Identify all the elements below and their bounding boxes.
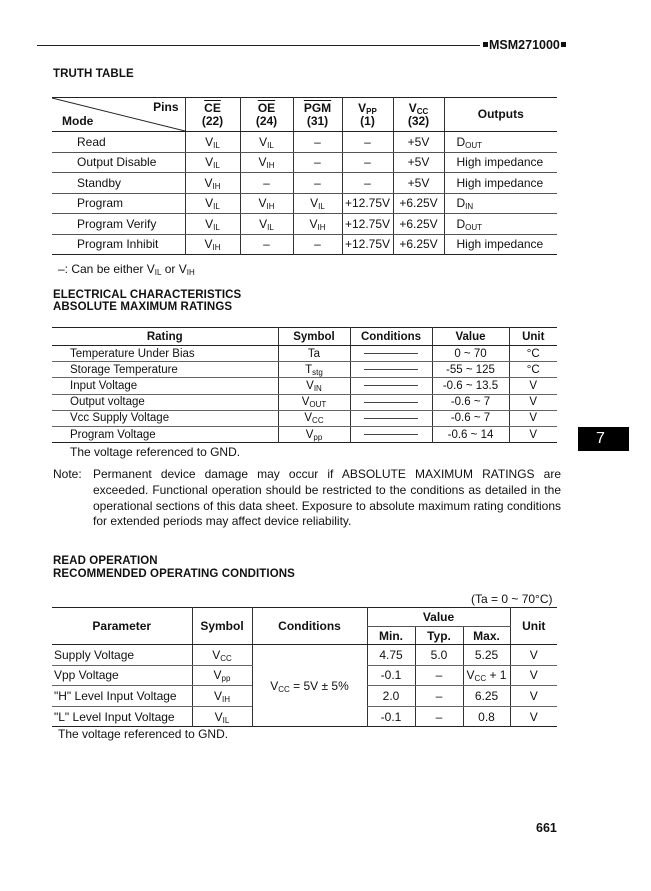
no-conditions-line	[364, 369, 418, 370]
symbol-subscript: IL	[222, 715, 230, 725]
mode-cell: Output Disable	[52, 152, 185, 173]
vpp-cell: +12.75V	[342, 214, 393, 235]
max-cell	[463, 665, 510, 686]
max-cell	[463, 686, 510, 707]
rating-cell: Output voltage	[52, 394, 278, 410]
max-cell	[463, 706, 510, 727]
pins-label: Pins	[153, 100, 179, 114]
conditions-cell	[252, 645, 367, 727]
ambient-temperature-note: (Ta = 0 ~ 70°C)	[471, 592, 553, 606]
vcc-cell: +5V	[393, 173, 444, 194]
symbol-cell	[278, 394, 350, 410]
ce-cell: $V_{IH}$	[185, 234, 240, 255]
col-header-parameter: Parameter	[52, 608, 192, 645]
truth-table-row	[52, 152, 557, 173]
col-header-conditions: Conditions	[252, 608, 367, 645]
pgm-cell: –	[293, 173, 342, 194]
symbol-text: Ta	[307, 347, 321, 360]
symbol-text: T	[305, 363, 313, 376]
ce-cell: $V_{IH}$	[185, 173, 240, 194]
conditions-cell	[350, 394, 432, 410]
rating-cell: Vcc Supply Voltage	[52, 410, 278, 426]
value-cell: -55 ~ 125	[432, 362, 509, 378]
output-cell: $D_{OUT}$	[444, 214, 557, 235]
symbol-cell	[192, 645, 252, 666]
truth-table-row	[52, 234, 557, 255]
pgm-cell: –	[293, 234, 342, 255]
roc-header-row-1	[52, 608, 557, 627]
vpp-cell: +12.75V	[342, 193, 393, 214]
oe-cell: $V_{IH}$	[240, 152, 293, 173]
rating-cell: Input Voltage	[52, 378, 278, 394]
symbol-subscript: pp	[221, 674, 231, 684]
symbol-text: V	[306, 379, 314, 392]
amr-row	[52, 426, 557, 442]
symbol-cell	[278, 410, 350, 426]
truth-table-row	[52, 214, 557, 235]
col-header-symbol: Symbol	[278, 328, 350, 346]
pgm-cell: –	[293, 152, 342, 173]
no-conditions-line	[364, 402, 418, 403]
parameter-cell: Supply Voltage	[52, 645, 192, 666]
symbol-text: V	[212, 647, 221, 662]
unit-cell: V	[510, 686, 557, 707]
col-header-value: Value	[432, 328, 509, 346]
unit-cell: °C	[509, 346, 557, 362]
amr-row	[52, 346, 557, 362]
oe-cell: $V_{IL}$	[240, 132, 293, 153]
truth-table-row	[52, 193, 557, 214]
unit-cell: V	[509, 410, 557, 426]
symbol-subscript: IN	[313, 383, 322, 393]
mode-cell: Program Verify	[52, 214, 185, 235]
symbol-cell	[192, 665, 252, 686]
value-cell: 0 ~ 70	[432, 346, 509, 362]
max-subscript: CC	[474, 674, 487, 684]
truth-table	[52, 97, 557, 255]
col-header-ce: $\overline{CE}$ (22)	[185, 98, 240, 132]
value-cell: -0.6 ~ 14	[432, 426, 509, 442]
amr-footnote: The voltage referenced to GND.	[70, 445, 241, 459]
ce-cell: $V_{IL}$	[185, 132, 240, 153]
ce-cell: $V_{IL}$	[185, 214, 240, 235]
amr-header	[52, 328, 557, 346]
symbol-text: V	[213, 668, 222, 683]
bullet-square-icon	[561, 42, 566, 47]
col-header-typ: Typ.	[415, 627, 463, 645]
no-conditions-line	[364, 418, 418, 419]
unit-cell: V	[509, 426, 557, 442]
page-number: 661	[536, 821, 557, 835]
value-cell: -0.6 ~ 7	[432, 394, 509, 410]
symbol-subscript: IH	[222, 694, 230, 704]
value-cell: -0.6 ~ 13.5	[432, 378, 509, 394]
max-text: V	[466, 668, 475, 683]
vpp-cell: +12.75V	[342, 234, 393, 255]
col-header-unit: Unit	[509, 328, 557, 346]
recommended-operating-conditions-table	[52, 607, 557, 727]
ce-cell: $V_{IL}$	[185, 152, 240, 173]
oe-cell: $V_{IH}$	[240, 193, 293, 214]
symbol-cell	[278, 362, 350, 378]
bullet-square-icon	[483, 42, 488, 47]
symbol-text: V	[214, 709, 223, 724]
col-header-min: Min.	[367, 627, 415, 645]
mode-label: Mode	[62, 114, 94, 128]
symbol-subscript: stg	[312, 367, 323, 377]
symbol-text: V	[305, 428, 314, 441]
output-cell: High impedance	[444, 234, 557, 255]
unit-cell: V	[509, 394, 557, 410]
part-number-text: MSM271000	[489, 38, 560, 52]
rating-cell: Temperature Under Bias	[52, 346, 278, 362]
max-suffix: + 1	[486, 668, 507, 683]
amr-row	[52, 410, 557, 426]
roc-footnote: The voltage referenced to GND.	[58, 727, 229, 741]
no-conditions-line	[364, 353, 418, 354]
col-header-conditions: Conditions	[350, 328, 432, 346]
amr-row	[52, 378, 557, 394]
max-cell	[463, 645, 510, 666]
symbol-subscript: CC	[312, 416, 324, 426]
absolute-maximum-ratings-title: ABSOLUTE MAXIMUM RATINGS	[53, 301, 233, 313]
vpp-cell: –	[342, 152, 393, 173]
ce-cell: $V_{IL}$	[185, 193, 240, 214]
symbol-cell	[192, 686, 252, 707]
symbol-text: V	[213, 688, 222, 703]
no-conditions-line	[364, 434, 418, 435]
pgm-cell: $V_{IH}$	[293, 214, 342, 235]
symbol-text: V	[301, 396, 310, 409]
output-cell: High impedance	[444, 173, 557, 194]
oe-cell: $V_{IL}$	[240, 214, 293, 235]
conditions-cell	[350, 426, 432, 442]
col-header-max: Max.	[463, 627, 510, 645]
conditions-cell	[350, 378, 432, 394]
amr-row	[52, 362, 557, 378]
truth-table-row	[52, 132, 557, 153]
col-header-oe: $\overline{OE}$ (24)	[240, 98, 293, 132]
symbol-cell	[278, 378, 350, 394]
unit-cell: V	[509, 378, 557, 394]
amr-row	[52, 394, 557, 410]
section-tab[interactable]: 7	[578, 427, 629, 451]
symbol-subscript: pp	[313, 432, 323, 442]
parameter-cell: "H" Level Input Voltage	[52, 686, 192, 707]
mode-cell: Program Inhibit	[77, 237, 159, 252]
mode-cell: Read	[52, 132, 185, 153]
electrical-characteristics-title: ELECTRICAL CHARACTERISTICS	[53, 289, 242, 301]
min-cell: -0.1	[367, 665, 415, 686]
symbol-cell	[192, 706, 252, 727]
col-header-value: Value	[367, 608, 510, 627]
rating-cell: Program Voltage	[70, 428, 156, 441]
pgm-cell: –	[293, 132, 342, 153]
max-text: 5.25	[474, 647, 499, 662]
read-operation-title: READ OPERATION	[53, 555, 158, 567]
col-header-vpp: $V_{PP}$ (1)	[342, 98, 393, 132]
symbol-subscript: CC	[220, 653, 232, 663]
unit-cell: V	[510, 665, 557, 686]
unit-cell: V	[510, 706, 557, 727]
oe-cell: –	[240, 234, 293, 255]
pgm-cell: $V_{IL}$	[293, 193, 342, 214]
vcc-cell: +6.25V	[393, 193, 444, 214]
typ-cell: –	[415, 706, 463, 727]
conditions-cell	[350, 346, 432, 362]
col-header-rating: Rating	[52, 328, 278, 346]
typ-cell: 5.0	[415, 645, 463, 666]
conditions-suffix: = 5V ± 5%	[289, 678, 349, 693]
output-cell: $D_{OUT}$	[444, 132, 557, 153]
note-label: Note:	[53, 467, 82, 481]
vpp-cell: –	[342, 132, 393, 153]
symbol-text: V	[304, 412, 313, 425]
parameter-cell: Vpp Voltage	[52, 665, 192, 686]
symbol-cell	[278, 346, 350, 362]
part-number	[482, 38, 567, 52]
col-header-pgm: $\overline{PGM}$ (31)	[293, 98, 342, 132]
typ-cell: –	[415, 665, 463, 686]
mode-cell: Program	[52, 193, 185, 214]
output-cell: High impedance	[444, 152, 557, 173]
truth-table-row	[52, 173, 557, 194]
vpp-cell: –	[342, 173, 393, 194]
parameter-cell: "L" Level Input Voltage	[54, 709, 175, 724]
vcc-cell: +6.25V	[393, 234, 444, 255]
unit-cell: °C	[509, 362, 557, 378]
typ-cell: –	[415, 686, 463, 707]
roc-row	[52, 645, 557, 666]
min-cell: 4.75	[367, 645, 415, 666]
vcc-cell: +5V	[393, 152, 444, 173]
note-text: Permanent device damage may occur if ABSOLUTE MAXIMUM RATINGS are exceeded. Functional operation should be restricted to the conditions as detailed in the operational sections of this data sheet. Exposure to absolute maximum rating conditions for extended periods may affect device reliability.	[93, 467, 561, 529]
mode-cell: Standby	[52, 173, 185, 194]
rating-cell: Storage Temperature	[52, 362, 278, 378]
col-header-vcc: $V_{CC}$ (32)	[393, 98, 444, 132]
conditions-cell	[350, 410, 432, 426]
col-header-symbol: Symbol	[192, 608, 252, 645]
symbol-subscript: OUT	[309, 400, 327, 410]
vcc-cell: +6.25V	[393, 214, 444, 235]
min-cell: 2.0	[367, 686, 415, 707]
oe-cell: –	[240, 173, 293, 194]
conditions-prefix: V	[270, 678, 279, 693]
header-rule	[37, 45, 480, 46]
conditions-subscript: CC	[278, 684, 290, 694]
note-block	[53, 467, 561, 530]
col-header-unit: Unit	[510, 608, 557, 645]
min-cell: -0.1	[367, 706, 415, 727]
truth-table-title: TRUTH TABLE	[53, 68, 134, 80]
truth-table-footnote: –: Can be either $V_{IL}$ or $V_{IH}$	[58, 262, 195, 277]
symbol-cell	[278, 426, 350, 442]
max-text: 0.8	[478, 709, 495, 724]
value-cell: -0.6 ~ 7	[432, 410, 509, 426]
col-header-outputs: Outputs	[444, 98, 557, 132]
absolute-maximum-ratings-table	[52, 327, 557, 443]
no-conditions-line	[364, 385, 418, 386]
unit-cell: V	[510, 645, 557, 666]
recommended-operating-conditions-title: RECOMMENDED OPERATING CONDITIONS	[53, 568, 295, 580]
max-text: 6.25	[474, 688, 499, 703]
conditions-cell	[350, 362, 432, 378]
mode-pins-corner-cell	[52, 98, 185, 132]
vcc-cell: +5V	[393, 132, 444, 153]
truth-table-header	[52, 98, 557, 132]
output-cell: $D_{IN}$	[444, 193, 557, 214]
